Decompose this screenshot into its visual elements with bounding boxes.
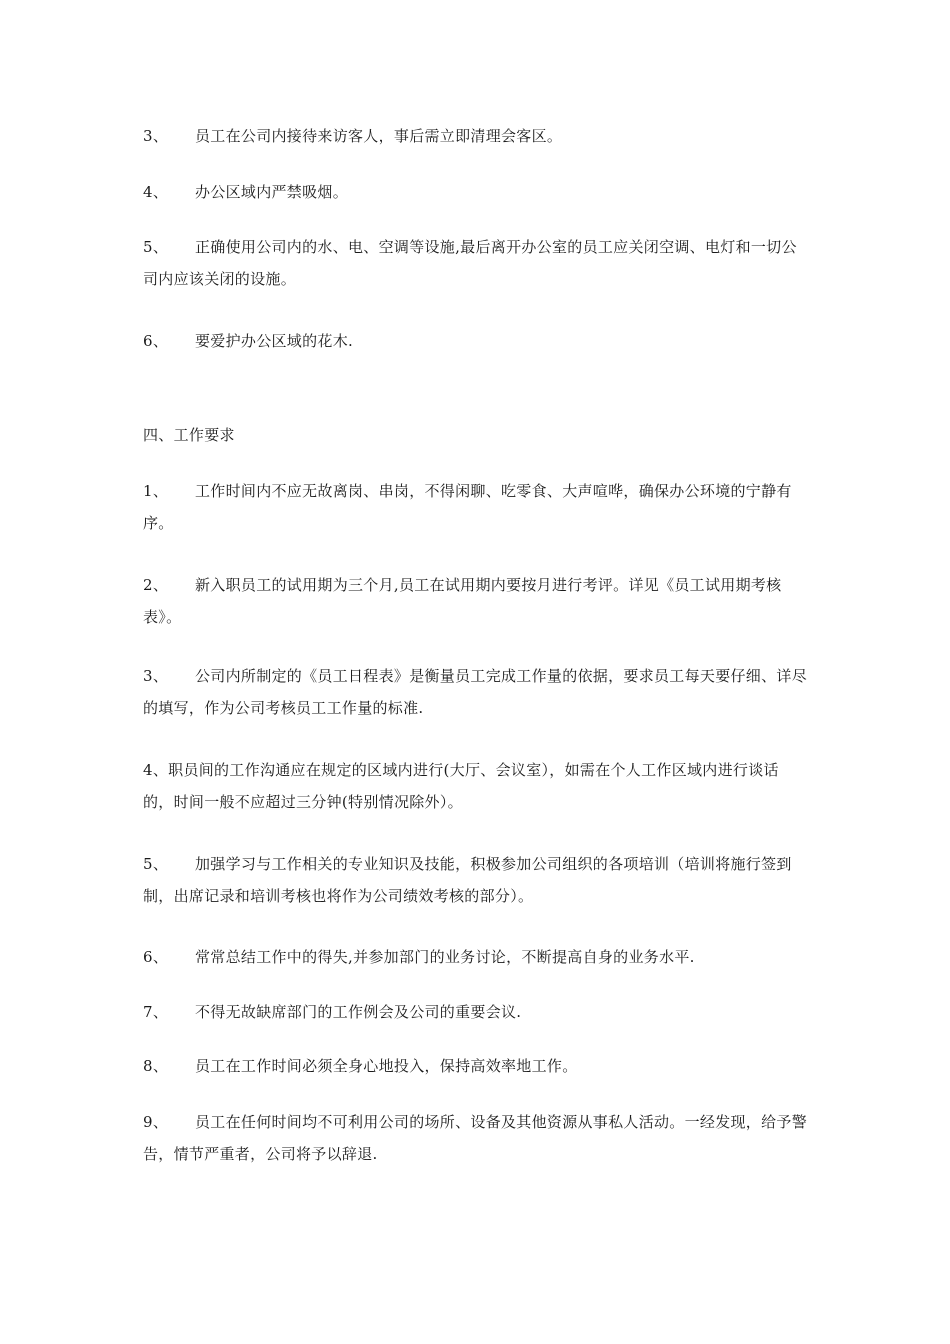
item-text: 不得无故缺席部门的工作例会及公司的重要会议.: [195, 1003, 522, 1021]
item-number: 2、: [143, 576, 169, 594]
list-item: [143, 176, 808, 208]
item-text: 常常总结工作中的得失,并参加部门的业务讨论，不断提高自身的业务水平.: [195, 948, 695, 966]
item-number: 5、: [143, 238, 169, 256]
list-item: [143, 941, 808, 973]
item-text: 要爱护办公区域的花木.: [195, 332, 354, 350]
list-item: [143, 475, 808, 539]
list-item: [143, 1050, 808, 1082]
item-number: 9、: [143, 1113, 169, 1131]
item-text: 正确使用公司内的水、电、空调等设施,最后离开办公室的员工应关闭空调、电灯和一切公司内应该关闭的设施。: [143, 238, 797, 288]
item-number: 4、: [143, 183, 169, 201]
section-heading: 四、工作要求: [143, 426, 235, 444]
list-item: [143, 1106, 808, 1170]
item-text: 公司内所制定的《员工日程表》是衡量员工完成工作量的依据，要求员工每天要仔细、详尽的填写，作为公司考核员工工作量的标准.: [143, 667, 808, 717]
item-number: 6、: [143, 948, 169, 966]
item-text: 员工在公司内接待来访客人，事后需立即清理会客区。: [195, 127, 563, 145]
list-item: [143, 325, 808, 357]
item-number: 3、: [143, 667, 169, 685]
item-number: 1、: [143, 482, 169, 500]
list-item: [143, 660, 808, 724]
item-number: 8、: [143, 1057, 169, 1075]
item-number: 7、: [143, 1003, 169, 1021]
list-item: [143, 754, 808, 818]
item-number: 4、: [143, 761, 169, 779]
item-text: 员工在任何时间均不可利用公司的场所、设备及其他资源从事私人活动。一经发现，给予警告，情节严重者，公司将予以辞退.: [143, 1113, 808, 1163]
item-text: 办公区域内严禁吸烟。: [195, 183, 349, 201]
item-text: 职员间的工作沟通应在规定的区域内进行(大厅、会议室），如需在个人工作区域内进行谈话的，时间一般不应超过三分钟(特别情况除外）。: [143, 761, 779, 811]
item-number: 6、: [143, 332, 169, 350]
item-text: 员工在工作时间必须全身心地投入，保持高效率地工作。: [195, 1057, 578, 1075]
list-item: [143, 120, 808, 152]
item-text: 加强学习与工作相关的专业知识及技能，积极参加公司组织的各项培训（培训将施行签到制，出席记录和培训考核也将作为公司绩效考核的部分）。: [143, 855, 792, 905]
list-item: [143, 569, 808, 633]
list-item: [143, 231, 808, 295]
item-text: 工作时间内不应无故离岗、串岗，不得闲聊、吃零食、大声喧哗，确保办公环境的宁静有序。: [143, 482, 792, 532]
list-item: [143, 996, 808, 1028]
list-item: [143, 848, 808, 912]
item-number: 5、: [143, 855, 169, 873]
item-text: 新入职员工的试用期为三个月,员工在试用期内要按月进行考评。详见《员工试用期考核表》。: [143, 576, 782, 626]
item-number: 3、: [143, 127, 169, 145]
